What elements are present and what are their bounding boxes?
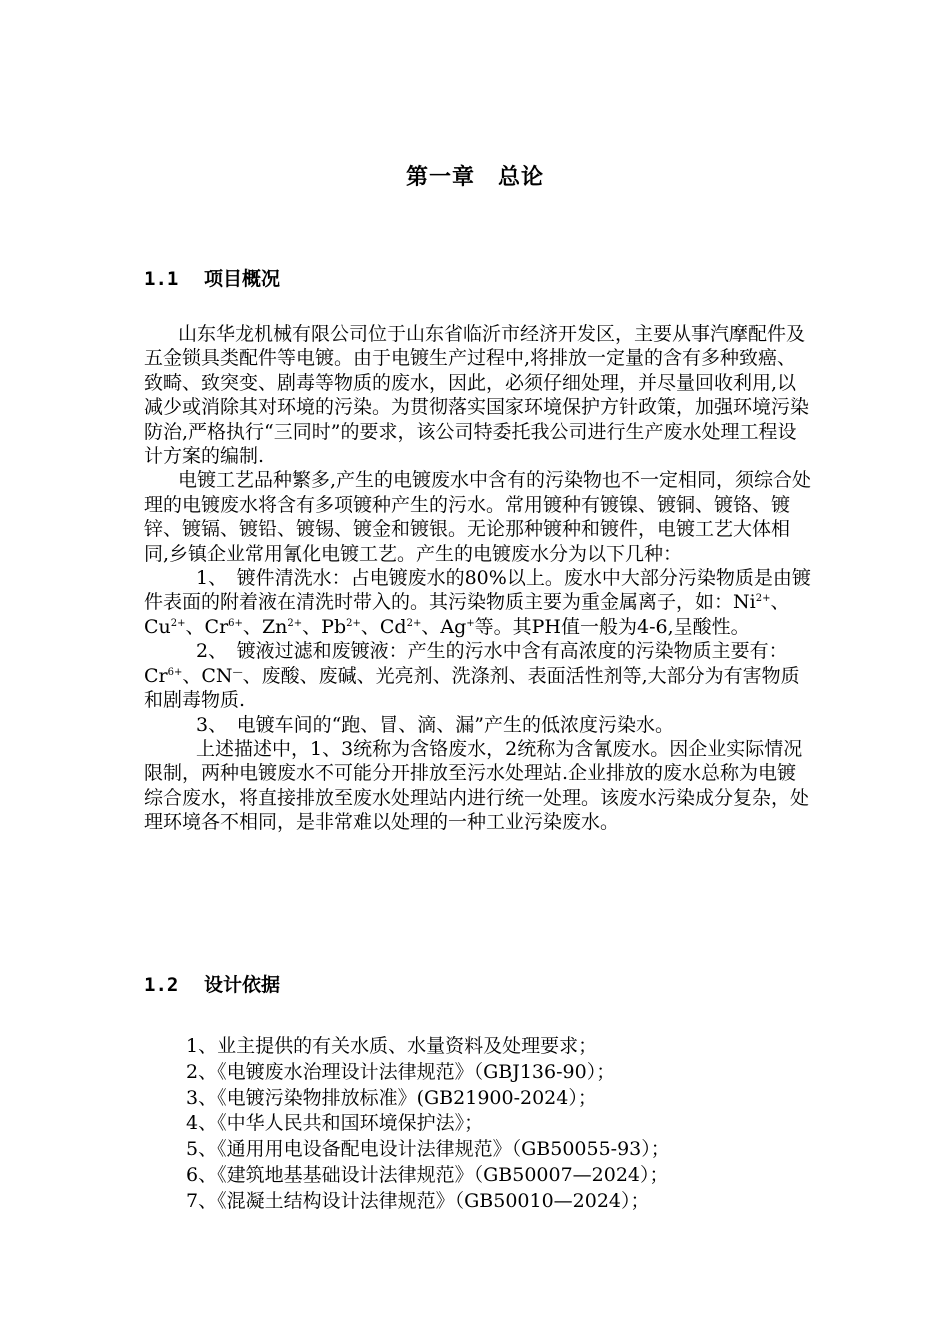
section-number: 1.2 bbox=[144, 974, 179, 996]
ion-pb-charge: 2+ bbox=[346, 617, 361, 629]
ion-cu-charge: 2+ bbox=[170, 617, 186, 629]
reference-item: 5、《通用用电设备配电设计法律规范》（GB50055-93）； bbox=[186, 1138, 670, 1161]
section-heading-1-1 bbox=[144, 264, 280, 291]
list-item-waste-bath: 2、 镀液过滤和废镀液：产生的污水中含有高浓度的污染物质主要有：$Cr^{6+}$、CN—、废酸、废碱、光亮剂、洗涤剂、表面活性剂等,大部分为有害物质和剧毒物质. bbox=[144, 640, 800, 712]
ion-ag: Ag bbox=[440, 615, 467, 638]
ion-cu: Cu bbox=[144, 615, 171, 638]
reference-item: 1、业主提供的有关水质、水量资料及处理要求； bbox=[186, 1035, 598, 1057]
ion-cd: Cd bbox=[379, 615, 407, 638]
rinse-water-text: 1、 镀件清洗水：占电镀废水的80%以上。废水中大部分污染物质是由镀件表面的附着液在清洗时带入的。其污染物质主要为重金属离子，如： bbox=[144, 567, 811, 614]
design-basis-list bbox=[186, 1034, 806, 1215]
ion-pb: Pb bbox=[321, 615, 347, 638]
section-title: 设计依据 bbox=[204, 974, 281, 996]
list-item-leakage-water: 3、 电镀车间的“跑、冒、滴、漏”产生的低浓度污染水。 bbox=[196, 713, 675, 736]
reference-item: 4、《中华人民共和国环境保护法》； bbox=[186, 1112, 484, 1135]
ion-cr-2: Cr bbox=[144, 664, 168, 687]
chapter-title: 第一章 总论 bbox=[405, 165, 544, 190]
ion-zn-charge: 2+ bbox=[287, 617, 303, 629]
ion-zn: Zn bbox=[261, 615, 288, 638]
paragraph-project-overview: 山东华龙机械有限公司位于山东省临沂市经济开发区，主要从事汽摩配件及五金锁具类配件等电镀。由于电镀生产过程中,将排放一定量的含有多种致癌、致畸、致突变、剧毒等物质的废水，因此，必须仔细处理，并尽量回收利用,以减少或消除其对环境的污染。为贯彻落实国家环境保护方针政策，加强环境污染防治,严格执行“三同时”的要求，该公司特委托我公司进行生产废水处理工程设计方案的编制. bbox=[144, 323, 810, 468]
ion-cn: CN bbox=[201, 664, 233, 687]
list-item-rinse-water: 1、 镀件清洗水：占电镀废水的80%以上。废水中大部分污染物质是由镀件表面的附着液在清洗时带入的。其污染物质主要为重金属离子，如：$Ni^{2+}$、$Cu^{2+}$、$Cr^{6+}$、$Zn^{2+}$、$Pb^{2+}$、$Cd^{2+}$、Ag+等。其PH值一般为4-6,呈酸性。 bbox=[144, 567, 811, 638]
paragraph-electroplating-process: 电镀工艺品种繁多,产生的电镀废水中含有的污染物也不一定相同，须综合处理的电镀废水将含有多项镀种产生的污水。常用镀种有镀镍、镀铜、镀铬、镀锌、镀镉、镀铅、镀锡、镀金和镀银。无论那种镀种和镀件，电镀工艺大体相同,乡镇企业常用氰化电镀工艺。产生的电镀废水分为以下几种： bbox=[144, 469, 812, 565]
paragraph-summary: 上述描述中，1、3统称为含铬废水，2统称为含氰废水。因企业实际情况限制，两种电镀废水不可能分开排放至污水处理站.企业排放的废水总称为电镀综合废水，将直接排放至废水处理站内进行统一处理。该废水污染成分复杂，处理环境各不相同，是非常难以处理的一种工业污染废水。 bbox=[144, 737, 810, 834]
waste-bath-text: 2、 镀液过滤和废镀液：产生的污水中含有高浓度的污染物质主要有： bbox=[196, 640, 788, 663]
ion-cn-charge: — bbox=[232, 666, 243, 678]
rinse-water-text-end: 等。其PH值一般为4-6,呈酸性。 bbox=[474, 615, 750, 638]
reference-item: 2、《电镀废水治理设计法律规范》（GBJ136-90）； bbox=[186, 1060, 616, 1083]
section-heading-1-2 bbox=[144, 970, 280, 997]
ion-ni: Ni bbox=[733, 591, 756, 614]
ion-cr-charge: 6+ bbox=[228, 617, 243, 629]
section-1-1-body bbox=[144, 322, 814, 835]
ion-cr: Cr bbox=[204, 615, 229, 638]
waste-bath-text-end: 、废酸、废碱、光亮剂、洗涤剂、表面活性剂等,大部分为有害物质和剧毒物质. bbox=[144, 664, 800, 712]
section-number: 1.1 bbox=[144, 268, 179, 290]
ion-cd-charge: 2+ bbox=[406, 617, 422, 629]
ion-cr-2-charge: 6+ bbox=[167, 666, 183, 678]
ion-ni-charge: 2+ bbox=[755, 593, 771, 605]
ion-ag-charge: + bbox=[466, 617, 475, 629]
reference-item: 3、《电镀污染物排放标准》(GB21900-2024）； bbox=[186, 1086, 597, 1109]
section-title: 项目概况 bbox=[204, 268, 281, 290]
reference-item: 6、《建筑地基基础设计法律规范》（GB50007—2024）； bbox=[186, 1163, 669, 1186]
reference-item: 7、《混凝土结构设计法律规范》（GB50010—2024）； bbox=[186, 1189, 650, 1212]
